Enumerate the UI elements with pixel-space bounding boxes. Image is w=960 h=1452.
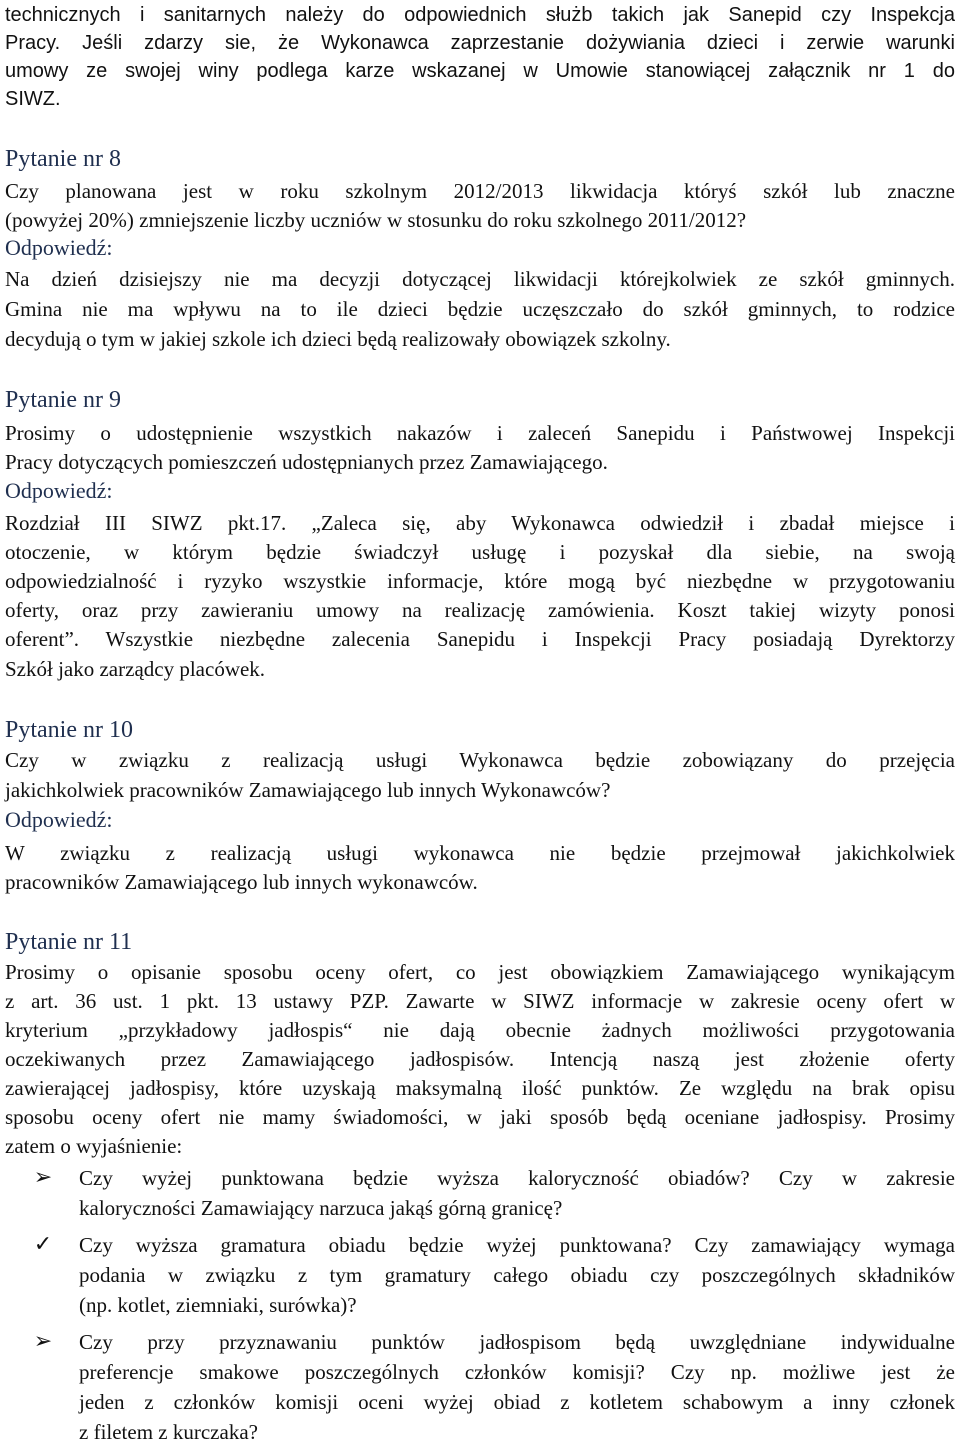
question-11-heading: Pytanie nr 11 — [5, 929, 133, 955]
arrowhead-bullet-icon: ➢ — [33, 1329, 53, 1354]
bullet-text: Czy wyżej punktowana będzie wyższa kaloryczność obiadów? Czy w zakresie — [79, 1166, 955, 1190]
answer-10-text: pracowników Zamawiającego lub innych wykonawców. — [5, 870, 478, 894]
question-9-text: Prosimy o udostępnienie wszystkich nakazów i zaleceń Sanepidu i Państwowej Inspekcji — [5, 421, 955, 445]
intro-line: Pracy. Jeśli zdarzy sie, że Wykonawca zaprzestanie dożywiania dzieci i zerwie warunki — [5, 32, 955, 54]
arrowhead-bullet-icon: ➢ — [33, 1165, 53, 1190]
answer-9-text: otoczenie, w którym będzie świadczył usługę i pozyskał dla siebie, na swoją — [5, 540, 955, 564]
intro-line: SIWZ. — [5, 88, 61, 110]
question-11-text: oczekiwanych przez Zamawiającego jadłospisów. Intencją naszą jest złożenie oferty — [5, 1047, 955, 1071]
answer-8-label: Odpowiedź: — [5, 235, 113, 260]
question-9-text: Pracy dotyczących pomieszczeń udostępnianych przez Zamawiającego. — [5, 450, 608, 474]
bullet-text: (np. kotlet, ziemniaki, surówka)? — [79, 1293, 357, 1317]
answer-9-text: Rozdział III SIWZ pkt.17. „Zaleca się, aby Wykonawca odwiedził i zbadał miejsce i — [5, 511, 955, 535]
question-8-heading: Pytanie nr 8 — [5, 146, 121, 172]
answer-9-text: oferent”. Wszystkie niezbędne zalecenia Sanepidu i Inspekcji Pracy posiadają Dyrektorzy — [5, 627, 955, 651]
bullet-text: z filetem z kurczaka? — [79, 1420, 258, 1444]
answer-9-text: Szkół jako zarządcy placówek. — [5, 657, 266, 681]
bullet-text: podania w związku z tym gramatury całego obiadu czy poszczególnych składników — [79, 1263, 955, 1287]
question-8-text: Czy planowana jest w roku szkolnym 2012/2013 likwidacja któryś szkół lub znaczne — [5, 179, 955, 203]
checkmark-bullet-icon: ✓ — [33, 1232, 53, 1257]
question-10-text: Czy w związku z realizacją usługi Wykonawca będzie zobowiązany do przejęcia — [5, 748, 955, 772]
answer-9-label: Odpowiedź: — [5, 478, 113, 503]
answer-10-label: Odpowiedź: — [5, 807, 113, 832]
question-10-text: jakichkolwiek pracowników Zamawiającego lub innych Wykonawców? — [5, 778, 611, 802]
answer-9-text: odpowiedzialność i ryzyko wszystkie informacje, które mogą być niezbędne w przygotowaniu — [5, 569, 955, 593]
question-11-text: Prosimy o opisanie sposobu oceny ofert, co jest obowiązkiem Zamawiającego wynikającym — [5, 960, 955, 984]
answer-8-text: decydują o tym w jakiej szkole ich dzieci będą realizowały obowiązek szkolny. — [5, 327, 671, 351]
bullet-text: jeden z członków komisji oceni wyżej obiad z kotletem schabowym a inny członek — [79, 1390, 955, 1414]
question-10-heading: Pytanie nr 10 — [5, 717, 133, 743]
question-11-text: zatem o wyjaśnienie: — [5, 1134, 183, 1158]
bullet-text: Czy przy przyznawaniu punktów jadłospisom będą uwzględniane indywidualne — [79, 1330, 955, 1354]
answer-8-text: Na dzień dzisiejszy nie ma decyzji dotyczącej likwidacji którejkolwiek ze szkół gminnych. — [5, 267, 955, 291]
bullet-text: Czy wyższa gramatura obiadu będzie wyżej punktowana? Czy zamawiający wymaga — [79, 1233, 955, 1257]
question-11-text: kryterium „przykładowy jadłospis“ nie dają obecnie żadnych możliwości przygotowania — [5, 1018, 955, 1042]
question-11-text: z art. 36 ust. 1 pkt. 13 ustawy PZP. Zawarte w SIWZ informacje w zakresie oceny ofert w — [5, 989, 955, 1013]
intro-line: technicznych i sanitarnych należy do odpowiednich służb takich jak Sanepid czy Inspekcja — [5, 4, 955, 26]
answer-8-text: Gmina nie ma wpływu na to ile dzieci będzie uczęszczało do szkół gminnych, to rodzice — [5, 297, 955, 321]
answer-9-text: oferty, oraz przy zawieraniu umowy na realizację zamówienia. Koszt takiej wizyty ponosi — [5, 598, 955, 622]
bullet-text: kaloryczności Zamawiający narzuca jakąś górną granicę? — [79, 1196, 563, 1220]
intro-line: umowy ze swojej winy podlega karze wskazanej w Umowie stanowiącej załącznik nr 1 do — [5, 60, 955, 82]
answer-10-text: W związku z realizacją usługi wykonawca nie będzie przejmował jakichkolwiek — [5, 841, 955, 865]
question-8-text: (powyżej 20%) zmniejszenie liczby uczniów w stosunku do roku szkolnego 2011/2012? — [5, 208, 747, 232]
question-9-heading: Pytanie nr 9 — [5, 387, 121, 413]
question-11-text: sposobu oceny ofert nie mamy świadomości, w jaki sposób będą oceniane jadłospisy. Prosimy — [5, 1105, 955, 1129]
question-11-text: zawierającej jadłospisy, które uzyskają maksymalną ilość punktów. Ze względu na brak opisu — [5, 1076, 955, 1100]
bullet-text: preferencje smakowe poszczególnych członków komisji? Czy np. możliwe jest że — [79, 1360, 955, 1384]
